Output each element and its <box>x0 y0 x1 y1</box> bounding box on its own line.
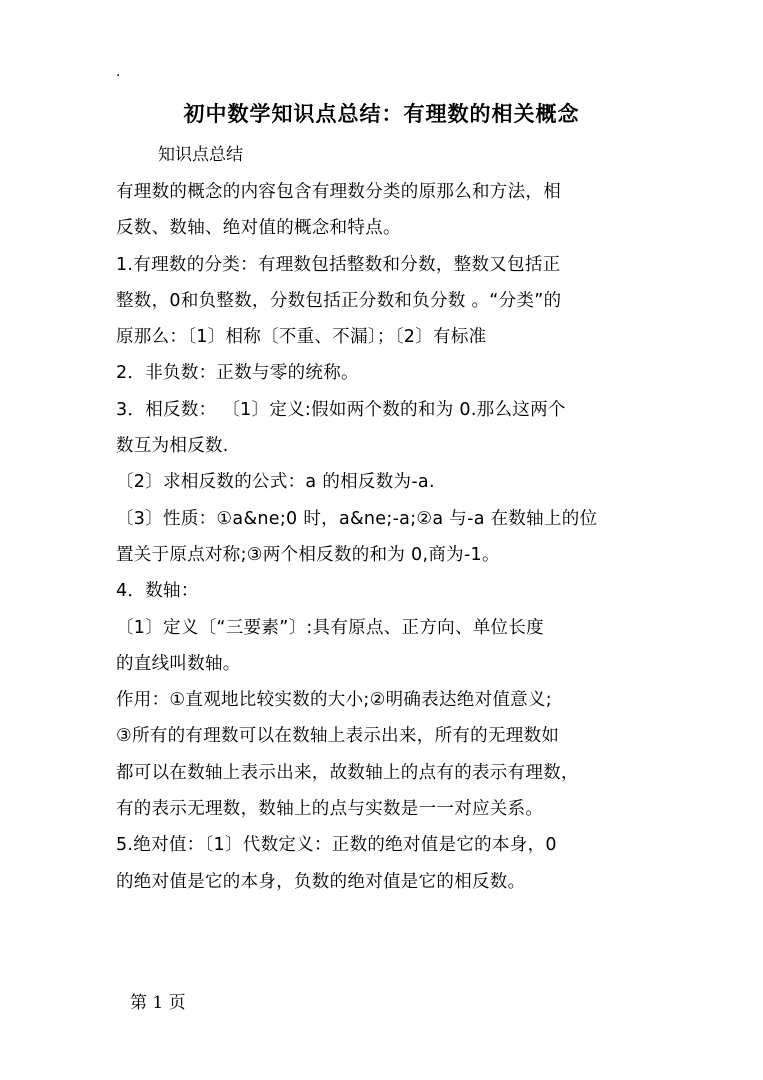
text-line: 作用：①直观地比较实数的大小;②明确表达绝对值意义; <box>116 690 552 711</box>
text-line: 的直线叫数轴。 <box>116 653 241 674</box>
text-line: 都可以在数轴上表示出来，故数轴上的点有的表示有理数， <box>116 762 579 783</box>
text-line: 〔3〕性质：①a&ne;0 时，a&ne;-a;②a 与-a 在数轴上的位 <box>116 508 598 529</box>
text-line: 3．相反数： 〔1〕定义:假如两个数的和为 0.那么这两个 <box>116 399 566 420</box>
document-body <box>116 174 656 900</box>
page-number: 第 1 页 <box>130 993 186 1013</box>
text-line: 5.绝对值：〔1〕代数定义：正数的绝对值是它的本身，0 <box>116 835 557 856</box>
text-line: 置关于原点对称;③两个相反数的和为 0,商为-1。 <box>116 544 500 565</box>
text-line: 〔2〕求相反数的公式：a 的相反数为-a. <box>116 472 435 493</box>
text-line: 4．数轴： <box>116 581 199 602</box>
text-line: 原那么：〔1〕相称〔不重、不漏〕；〔2〕有标准 <box>116 327 487 348</box>
text-line: 1.有理数的分类：有理数包括整数和分数，整数又包括正 <box>116 254 561 275</box>
section-subtitle: 知识点总结 <box>158 145 243 165</box>
text-line: 反数、数轴、绝对值的概念和特点。 <box>116 218 401 239</box>
text-line: 数互为相反数. <box>116 436 229 457</box>
text-line: 整数，0和负整数，分数包括正分数和负分数 。“分类”的 <box>116 290 562 311</box>
page-dot: . <box>116 64 121 80</box>
text-line: 有理数的概念的内容包含有理数分类的原那么和方法，相 <box>116 182 561 202</box>
text-line: 〔1〕定义〔“三要素”〕:具有原点、正方向、单位长度 <box>116 617 544 638</box>
text-line: 的绝对值是它的本身，负数的绝对值是它的相反数。 <box>116 871 526 892</box>
text-line: 2．非负数：正数与零的统称。 <box>116 363 359 384</box>
page-title: 初中数学知识点总结：有理数的相关概念 <box>183 101 580 126</box>
text-line: ③所有的有理数可以在数轴上表示出来，所有的无理数如 <box>116 726 560 747</box>
text-line: 有的表示无理数，数轴上的点与实数是一一对应关系。 <box>116 799 544 820</box>
